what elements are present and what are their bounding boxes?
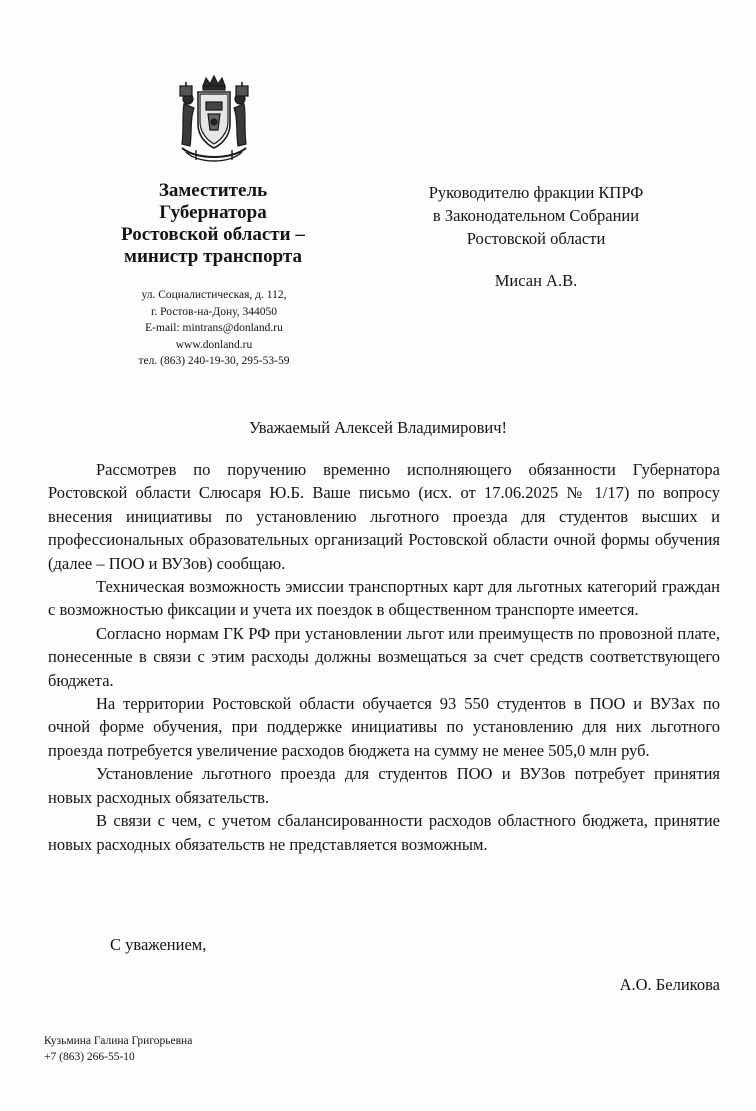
sender-contacts [110, 287, 318, 370]
executor-phone: +7 (863) 266-55-10 [44, 1051, 135, 1063]
recipient-line: Ростовской области [466, 229, 606, 248]
body-paragraph: В связи с чем, с учетом сбалансированности расходов областного бюджета, принятие новых расходных обязательств не представляется возможным. [48, 811, 720, 854]
recipient-block [404, 181, 668, 250]
recipient-line: в Законодательном Собрании [432, 206, 640, 225]
signatory-name: А.О. Беликова [619, 975, 720, 994]
sender-title-line: министр транспорта [124, 246, 302, 267]
sender-address-street: ул. Социалистическая, д. 112, [141, 289, 287, 301]
sender-title-line: Губернатора [159, 202, 267, 223]
sender-address-city: г. Ростов-на-Дону, 344050 [151, 305, 277, 318]
letter-body [48, 458, 720, 856]
body-paragraph: Согласно нормам ГК РФ при установлении льгот или преимуществ по провозной плате, понесенные в связи с этим расходы должны возмещаться за счет средств соответствующего бюджета. [48, 623, 720, 690]
sender-email: E-mail: mintrans@donland.ru [145, 322, 283, 334]
body-paragraph: На территории Ростовской области обучается 93 550 студентов в ПОО и ВУЗах по очной форме обучения, при поддержке инициативы по установлению для них льготного проезда потребуется увеличение расходов бюджета на сумму не менее 505,0 млн руб. [48, 694, 720, 760]
executor-info [44, 1033, 192, 1065]
body-paragraph: Техническая возможность эмиссии транспортных карт для льготных категорий граждан с возможностью фиксации и учета их поездок в общественном транспорте имеется. [48, 577, 720, 620]
executor-name: Кузьмина Галина Григорьевна [44, 1035, 193, 1047]
closing: С уважением, [110, 935, 207, 954]
sender-title [100, 180, 326, 268]
body-paragraph: Рассмотрев по поручению временно исполняющего обязанности Губернатора Ростовской области Слюсаря Ю.Б. Ваше письмо (исх. от 17.06.2025 № 1/17) по вопросу внесения инициативы по установлению льготного проезда для студентов высших и профессиональных образовательных организаций Ростовской области очной формы обучения (далее – ПОО и ВУЗов) сообщаю. [48, 460, 720, 573]
rostov-oblast-coat-of-arms-icon [176, 74, 252, 166]
sender-title-line: Ростовской области – [121, 224, 305, 245]
sender-website: www.donland.ru [175, 338, 253, 351]
body-paragraph: Установление льготного проезда для студентов ПОО и ВУЗов потребует принятия новых расходных обязательств. [48, 764, 720, 807]
salutation: Уважаемый Алексей Владимирович! [248, 418, 508, 437]
sender-title-line: Заместитель [158, 180, 268, 201]
recipient-name: Мисан А.В. [494, 271, 578, 290]
recipient-line: Руководителю фракции КПРФ [428, 183, 644, 202]
sender-phone: тел. (863) 240-19-30, 295-53-59 [138, 355, 290, 367]
